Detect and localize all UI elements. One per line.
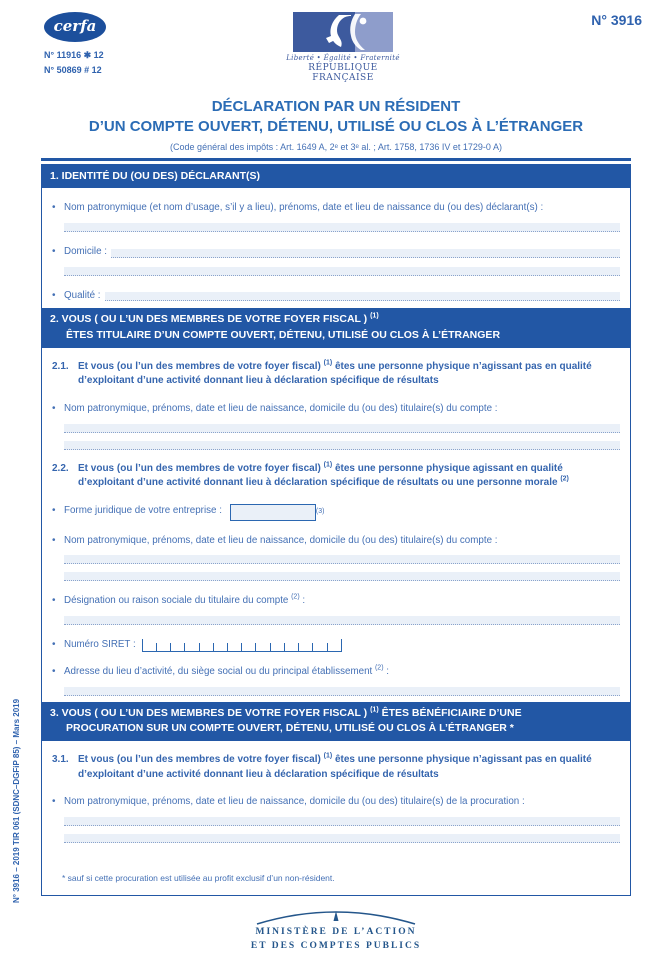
subsection-3-1-number: 3.1. bbox=[52, 754, 69, 766]
bullet-icon: • bbox=[52, 534, 56, 546]
title-line1: DÉCLARATION PAR UN RÉSIDENT bbox=[211, 98, 461, 115]
designation-input-line[interactable] bbox=[64, 616, 620, 625]
cerfa-number-1: N° 11916 ✱ 12 bbox=[44, 50, 104, 60]
bullet-icon: • bbox=[52, 639, 56, 651]
form-body bbox=[41, 164, 631, 896]
section3-header bbox=[42, 702, 630, 742]
cerfa-block bbox=[44, 12, 184, 79]
holder-21-input-line-1[interactable] bbox=[64, 424, 620, 433]
section3-content bbox=[42, 753, 630, 883]
section2-header bbox=[42, 308, 630, 348]
page-header bbox=[0, 0, 672, 83]
title-line2: D’UN COMPTE OUVERT, DÉTENU, UTILISÉ OU CLOS À L’ÉTRANGER bbox=[88, 118, 584, 136]
forme-juridique-label: Forme juridique de votre entreprise : bbox=[64, 504, 222, 516]
subsection-3-1-sup: (1) bbox=[323, 752, 333, 760]
section3-header-sup: (1) bbox=[370, 706, 379, 714]
domicile-label: Domicile : bbox=[64, 245, 108, 257]
designation-colon: : bbox=[299, 595, 306, 607]
section1-header bbox=[42, 165, 630, 189]
holder-22-input-line-2[interactable] bbox=[64, 572, 620, 581]
section3-header-line1b: ÊTES BÉNÉFICIAIRE D’UNE bbox=[378, 706, 522, 719]
subsection-3-1-text-pre: Et vous (ou l’un des membres de votre foyer fiscal) bbox=[78, 754, 324, 766]
procuration-label: Nom patronymique, prénoms, date et lieu de naissance, domicile du (ou des) titulaire(s) de la procuration : bbox=[64, 796, 525, 808]
bullet-icon: • bbox=[52, 796, 56, 808]
page-title bbox=[0, 97, 672, 138]
qualite-label: Qualité : bbox=[64, 289, 101, 301]
section2-header-line2: ÊTES TITULAIRE D’UN COMPTE OUVERT, DÉTENU, UTILISÉ OU CLOS À L’ÉTRANGER bbox=[66, 329, 501, 342]
qualite-input-line[interactable] bbox=[105, 292, 621, 301]
bullet-icon: • bbox=[52, 595, 56, 607]
designation-label bbox=[64, 595, 305, 608]
section2-header-line1 bbox=[50, 312, 622, 328]
subsection-2-1-text-post: êtes une personne physique n’agissant pas en qualité d’exploitant d’une activité donnant lieu à déclaration spécifique de résultats bbox=[78, 360, 592, 387]
subsection-2-2-number: 2.2. bbox=[52, 462, 69, 474]
subsection-2-2-sup2: (2) bbox=[560, 475, 569, 483]
subsection-2-2-sup1: (1) bbox=[323, 461, 333, 469]
section1-header-text: 1. IDENTITÉ DU (OU DES) DÉCLARANT(S) bbox=[50, 169, 260, 182]
identity-label: Nom patronymique (et nom d’usage, s’il y a lieu), prénoms, date et lieu de naissance du (ou des) déclarant(s) : bbox=[64, 202, 544, 214]
domicile-input-line-2[interactable] bbox=[64, 267, 620, 276]
ministry-logo bbox=[0, 906, 672, 954]
procuration-input-line-2[interactable] bbox=[64, 834, 620, 843]
adresse-sup: (2) bbox=[374, 664, 384, 672]
subsection-3-1-text-post: êtes une personne physique n’agissant pas en qualité d’exploitant d’une activité donnant lieu à déclaration spécifique de résultats bbox=[78, 754, 592, 780]
subsection-2-2-text-pre: Et vous (ou l’un des membres de votre foyer fiscal) bbox=[78, 462, 324, 474]
subsection-2-1-text bbox=[78, 360, 620, 389]
section2-header-line1-text: 2. VOUS ( OU L’UN DES MEMBRES DE VOTRE FOYER FISCAL ) bbox=[50, 313, 371, 326]
marianne-icon bbox=[293, 12, 393, 52]
bullet-icon: • bbox=[52, 289, 56, 301]
subsection-2-1 bbox=[52, 360, 620, 389]
subsection-2-2-text-mid: êtes une personne physique agissant en qualité d’exploitant d’une activité donnant lieu à déclaration spécifique de résultats ou une personne morale bbox=[78, 462, 563, 489]
subsection-2-2-text bbox=[78, 462, 620, 491]
section2-content: 2.1. Et vous (ou l’un des membres de votre foyer fiscal) $^{(1)}$ êtes une personne physique n’agissant pas en qualité d’exploitant d’une activité donnant lieu à déclaration spécifique de résultats • Nom patronymique, prénoms, date et lieu de naissance, domicile du (ou des) titulaire(s) du compte : 2.2. Et vous (ou l’un des membres de votre foyer fiscal) $^{(1)}$ êtes une personne physique agissant en qualité d’exploitant d’une activité donnant lieu à déclaration spécifique de résultats ou une personne morale $^{(2)}$ • Forme juridique de votre entreprise : (3) • Nom patronymique, prénoms, date et lieu de naissance, domicile du (ou des) titulaire(s) du compte : • Désignation ou raison sociale du titulaire du compte $^{(2)}$ : • Numéro SIRET : • Adresse du lieu d’activité, du siège social ou du principal établissement $^{(2)}$ : bbox=[42, 360, 630, 702]
domicile-input-line[interactable] bbox=[111, 249, 620, 258]
cerfa-logo-icon: cerfa bbox=[44, 12, 106, 42]
designation-sup: (2) bbox=[291, 594, 300, 602]
adresse-input-line[interactable] bbox=[64, 687, 620, 696]
subsection-2-1-number: 2.1. bbox=[52, 360, 69, 372]
siret-label: Numéro SIRET : bbox=[64, 639, 136, 651]
section3-header-line1 bbox=[50, 706, 622, 722]
print-reference-vertical: N° 3916 – 2019 TIR 061 (SDNC–DGFiP 85) – Mars 2019 bbox=[12, 698, 21, 903]
holder-label-21: Nom patronymique, prénoms, date et lieu de naissance, domicile du (ou des) titulaire(s) du compte : bbox=[64, 402, 498, 414]
form-number: N° 3916 bbox=[591, 12, 642, 28]
subsection-3-1-text bbox=[78, 753, 620, 782]
subsection-2-1-sup: (1) bbox=[323, 359, 333, 367]
section2-header-sup: (1) bbox=[370, 312, 379, 320]
ministry-arc-icon bbox=[251, 906, 421, 926]
adresse-label-text: Adresse du lieu d’activité, du siège social ou du principal établissement bbox=[64, 665, 375, 677]
holder-label-22: Nom patronymique, prénoms, date et lieu de naissance, domicile du (ou des) titulaire(s) du compte : bbox=[64, 534, 498, 546]
bullet-icon: • bbox=[52, 402, 56, 414]
subsection-2-1-text-pre: Et vous (ou l’un des membres de votre foyer fiscal) bbox=[78, 360, 324, 372]
subsection-2-2 bbox=[52, 462, 620, 491]
ministry-line2: ET DES COMPTES PUBLICS bbox=[250, 940, 422, 951]
holder-21-input-line-2[interactable] bbox=[64, 441, 620, 450]
title-rule bbox=[41, 158, 631, 161]
designation-label-text: Désignation ou raison sociale du titulaire du compte bbox=[64, 595, 292, 607]
holder-22-input-line-1[interactable] bbox=[64, 555, 620, 564]
section3-header-line2: PROCURATION SUR UN COMPTE OUVERT, DÉTENU, UTILISÉ OU CLOS À L’ÉTRANGER * bbox=[66, 722, 514, 735]
bullet-icon: • bbox=[52, 202, 56, 214]
marianne-republic: RÉPUBLIQUE FRANÇAISE bbox=[308, 63, 378, 83]
siret-comb-input[interactable] bbox=[142, 639, 342, 652]
bullet-icon: • bbox=[52, 245, 56, 257]
legal-reference: (Code général des impôts : Art. 1649 A, 2ᵉ et 3ᵉ al. ; Art. 1758, 1736 IV et 1729-0 A) bbox=[170, 141, 502, 152]
republique-francaise-logo bbox=[277, 12, 409, 83]
identity-input-line[interactable] bbox=[64, 223, 620, 232]
bullet-icon: • bbox=[52, 504, 56, 516]
forme-juridique-input[interactable] bbox=[230, 504, 316, 521]
marianne-motto: Liberté • Égalité • Fraternité bbox=[286, 54, 400, 62]
cerfa-number-2: N° 50869 # 12 bbox=[44, 65, 102, 76]
adresse-label bbox=[64, 666, 389, 679]
section3-header-line1-text: 3. VOUS ( OU L’UN DES MEMBRES DE VOTRE FOYER FISCAL ) bbox=[50, 706, 371, 719]
subsection-3-1 bbox=[52, 753, 620, 782]
procuration-input-line-1[interactable] bbox=[64, 817, 620, 826]
section1-content bbox=[42, 201, 630, 308]
adresse-colon: : bbox=[383, 665, 389, 677]
bullet-icon: • bbox=[52, 665, 56, 677]
ministry-line1: MINISTÈRE DE L’ACTION bbox=[255, 926, 417, 937]
footnote: * sauf si cette procuration est utilisée au profit exclusif d’un non-résident. bbox=[62, 872, 335, 883]
